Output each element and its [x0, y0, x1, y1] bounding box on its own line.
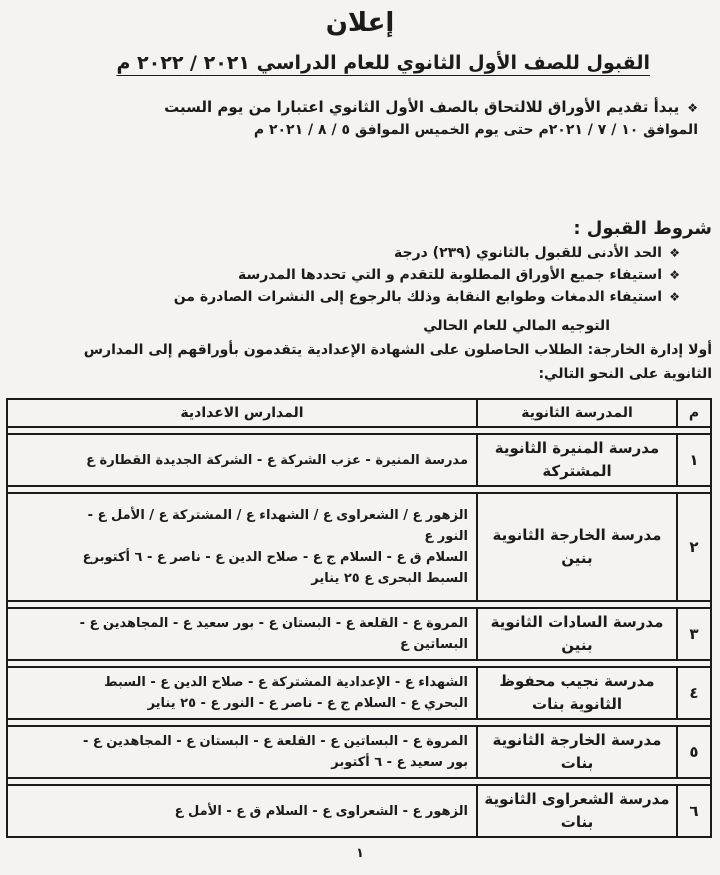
table-row: [7, 726, 711, 778]
table-row: [7, 434, 711, 486]
page-title: إعلان: [325, 8, 395, 38]
intro-text-1: يبدأ تقديم الأوراق للالتحاق بالصف الأول الثانوي اعتبارا من يوم السبت: [164, 98, 680, 116]
header-secondary: المدرسة الثانوية: [477, 399, 677, 427]
secondary-school: مدرسة السادات الثانوية بنين: [477, 608, 677, 660]
preparatory-schools: مدرسة المنيرة - عزب الشركة ع - الشركة الجديدة القطارة ع: [7, 434, 477, 486]
condition-item: ❖استيفاء الدمغات وطوابع النقابة وذلك بالرجوع إلى النشرات الصادرة من: [20, 286, 680, 308]
table-row: [7, 608, 711, 660]
table-row: [7, 493, 711, 601]
preparatory-schools: الشهداء ع - الإعدادية المشتركة ع - صلاح الدين ع - السبط البحري ع - السلام ج ع - ناصر ع - النور ع - ٢٥ يناير: [7, 667, 477, 719]
secondary-school: مدرسة الخارجة الثانوية بنين: [477, 493, 677, 601]
secondary-school: مدرسة نجيب محفوظ الثانوية بنات: [477, 667, 677, 719]
intro-line-1: [164, 98, 698, 116]
row-number: ٦: [677, 785, 711, 837]
announcement-subtitle: القبول للصف الأول الثانوي للعام الدراسي ٢٠٢١ / ٢٠٢٢ م: [116, 52, 650, 74]
diamond-bullet-icon: ❖: [669, 268, 680, 282]
row-number: ٥: [677, 726, 711, 778]
row-number: ١: [677, 434, 711, 486]
row-number: ٣: [677, 608, 711, 660]
admin-line-2: الثانوية على النحو التالي:: [538, 366, 712, 382]
diamond-bullet-icon: ❖: [687, 101, 698, 115]
conditions-list: [20, 242, 680, 308]
schools-table: [6, 398, 712, 838]
conditions-heading: شروط القبول :: [573, 218, 712, 239]
condition-continuation: التوجيه المالي للعام الحالي: [423, 318, 610, 334]
preparatory-schools: المروة ع - القلعة ع - البستان ع - بور سعيد ع - المجاهدين ع - البساتين ع: [7, 608, 477, 660]
condition-item: ❖الحد الأدنى للقبول بالثانوي (٢٣٩) درجة: [20, 242, 680, 264]
secondary-school: مدرسة الخارجة الثانوية بنات: [477, 726, 677, 778]
condition-item: ❖استيفاء جميع الأوراق المطلوبة للتقدم و التي تحددها المدرسة: [20, 264, 680, 286]
secondary-school: مدرسة الشعراوى الثانوية بنات: [477, 785, 677, 837]
preparatory-schools: الزهور ع / الشعراوى ع / الشهداء ع / المشتركة ع / الأمل ع - النور ع السلام ق ع - السلام ج ع - صلاح الدين ع - ناصر ع - ٦ أكتوبرع السبط البحرى ع ٢٥ يناير: [7, 493, 477, 601]
page-number: ١: [356, 846, 364, 861]
table-row: [7, 785, 711, 837]
preparatory-schools: المروة ع - البساتين ع - القلعة ع - البستان ع - المجاهدين ع - بور سعيد ع - ٦ أكتوبر: [7, 726, 477, 778]
admin-line-1: أولا إدارة الخارجة: الطلاب الحاصلون على الشهادة الإعدادية يتقدمون بأوراقهم إلى المدارس: [83, 342, 712, 358]
row-number: ٢: [677, 493, 711, 601]
secondary-school: مدرسة المنيرة الثانوية المشتركة: [477, 434, 677, 486]
row-number: ٤: [677, 667, 711, 719]
diamond-bullet-icon: ❖: [669, 290, 680, 304]
table-header-row: [7, 399, 711, 427]
diamond-bullet-icon: ❖: [669, 246, 680, 260]
header-preparatory: المدارس الاعدادية: [7, 399, 477, 427]
intro-line-2: الموافق ١٠ / ٧ / ٢٠٢١م حتى يوم الخميس الموافق ٥ / ٨ / ٢٠٢١ م: [253, 122, 698, 138]
preparatory-schools: الزهور ع - الشعراوى ع - السلام ق ع - الأمل ع: [7, 785, 477, 837]
header-num: م: [677, 399, 711, 427]
table-row: [7, 667, 711, 719]
